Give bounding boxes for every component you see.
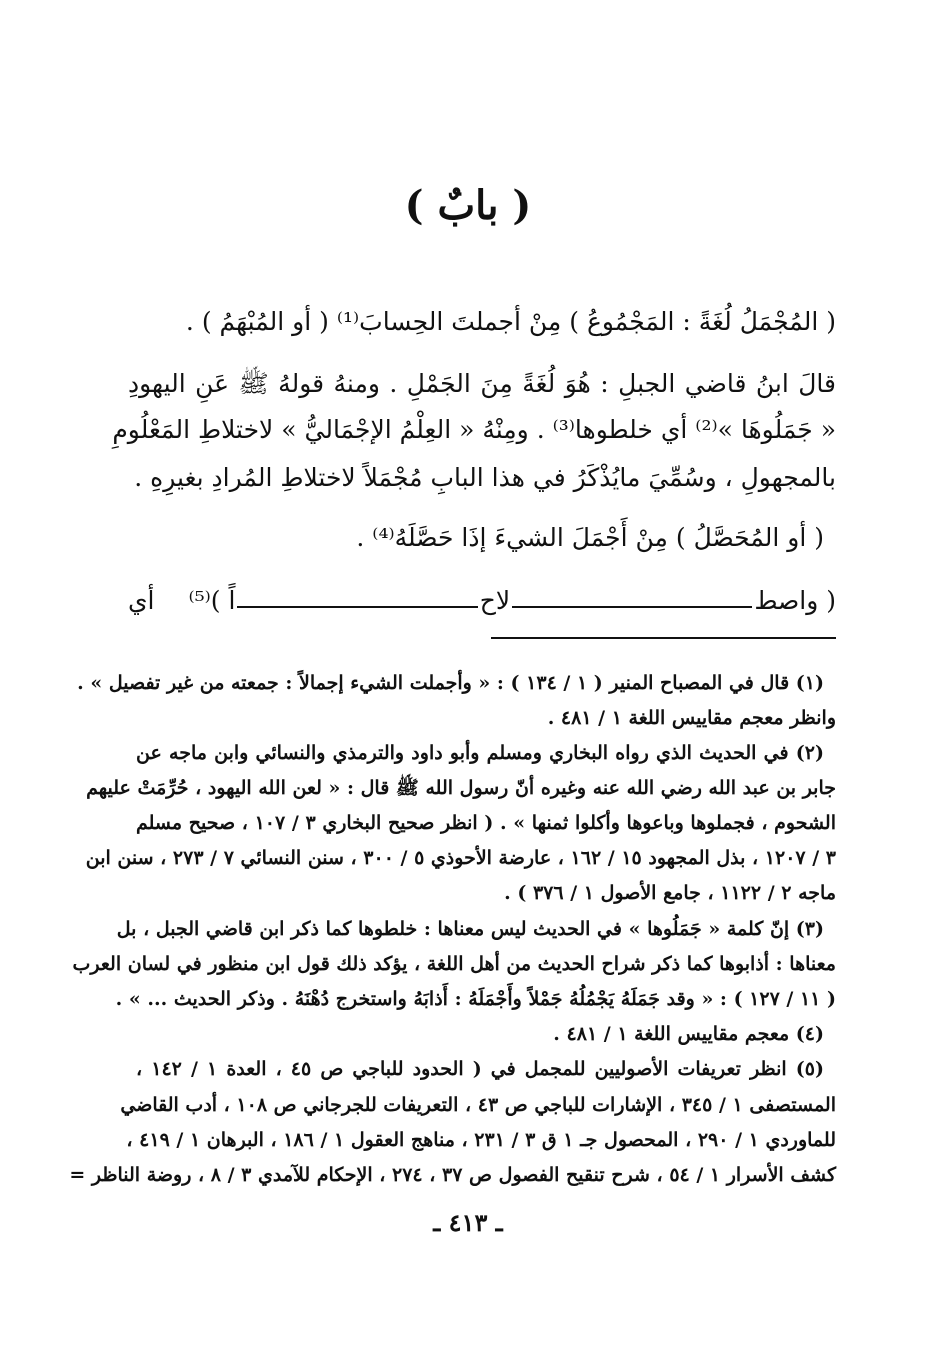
body-line-muhassal: ( أو المُحَصَّلُ ) مِنْ أَجْمَلَ الشيءَ إذَا حَصَّلَهُ⁽⁴⁾ . xyxy=(356,523,824,552)
istilah-start: ( واصط xyxy=(754,585,836,615)
footnote-5-line-4: كشف الأسرار ١ / ٥٤ ، شرح تنقيح الفصول ص ٣٧ ، ٢٧٤ ، الإحكام للآمدي ٣ / ٨ ، روضة الناظر = xyxy=(69,1164,836,1186)
body-line-hadith: « جَمَلُوهَا »⁽²⁾ أي خلطوها⁽³⁾ . ومِنْهُ « العِلْمُ الإجْمَاليُّ » لاختلاطِ المَعْلُومِ xyxy=(112,415,836,444)
istilah-tail: أي xyxy=(127,585,155,615)
body-line-definition: ( المُجْمَلُ لُغَةً : المَجْمُوعُ ) مِنْ أجملتَ الحِسابَ⁽¹⁾ ( أو المُبْهَمُ ) . xyxy=(185,307,836,336)
footnote-3-line-3: ( ١١ / ١٢٧ ) : « وقد جَمَلَهُ يَجْمُلُهُ جَمْلاً وأَجْمَلَهُ : أَذابَهُ واستخرج دُهْنَهُ . وذكر الحديث ... » . xyxy=(115,988,836,1010)
footnote-1-line-2: وانظر معجم مقاييس اللغة ١ / ٤٨١ . xyxy=(547,707,836,729)
footnote-3-line-2: معناها : أذابوها كما ذكر شراح الحديث من أهل اللغة ، يؤكد ذلك قول ابن منظور في لسان العرب xyxy=(72,953,836,975)
footnote-2-line-3: الشحوم ، فجملوها وباعوها وأكلوا ثمنها » . ( انظر صحيح البخاري ٣ / ١٠٧ ، صحيح مسلم xyxy=(136,812,837,834)
footnote-5-line-2: المستصفى ١ / ٣٤٥ ، الإشارات للباجي ص ٤٣ ، التعريفات للجرجاني ص ١٠٨ ، أدب القاضي xyxy=(120,1094,836,1116)
chapter-heading: ( بابٌ ) xyxy=(404,182,532,229)
footnote-2-line-5: ماجه ٢ / ١١٢٢ ، جامع الأصول ١ / ٣٧٦ ) . xyxy=(504,882,836,904)
footnote-2-line-2: جابر بن عبد الله رضي الله عنه وغيره أنّ رسول الله ﷺ قال : « لعن الله اليهود ، حُرِّمَتْ عليهم xyxy=(86,777,836,799)
footnote-4: (٤) معجم مقاييس اللغة ١ / ٤٨١ . xyxy=(553,1023,824,1045)
footnote-5-line-3: للماوردي ١ / ٢٩٠ ، المحصول جـ ١ ق ٣ / ٢٣١ ، مناهج العقول ١ / ١٨٦ ، البرهان ١ / ٤١٩ ، xyxy=(126,1129,836,1151)
footnote-separator xyxy=(491,637,836,639)
footnote-3-line-1: (٣) إنّ كلمة « جَمَلُوها » في الحديث ليس معناها : خلطوها كما ذكر ابن قاضي الجبل ، بل xyxy=(116,918,824,940)
footnote-2-line-4: ٣ / ١٢٠٧ ، بذل المجهود ١٥ / ١٦٢ ، عارضة الأحوذي ٥ / ٣٠٠ ، سنن النسائي ٧ / ٢٧٣ ، سنن ابن xyxy=(85,847,836,869)
footnote-5-line-1: (٥) انظر تعريفات الأصوليين للمجمل في ( الحدود للباجي ص ٤٥ ، العدة ١ / ١٤٢ ، xyxy=(136,1058,825,1080)
page-number: ـ ٤١٣ ـ xyxy=(433,1208,503,1237)
body-line-naming: بالمجهولِ ، وسُمِّيَ مايُذْكَرُ في هذا البابِ مُجْمَلاً لاختلاطِ المُرادِ بغيرِهِ . xyxy=(134,463,836,492)
kashida-rule-right xyxy=(512,606,752,608)
istilah-end: اً )⁽⁵⁾ xyxy=(188,585,236,615)
footnote-1-line-1: (١) قال في المصباح المنير ( ١ / ١٣٤ ) : « وأجملت الشيء إجمالاً : جمعته من غير تفصيل » . xyxy=(77,672,824,694)
istilah-middle: لاح xyxy=(479,585,511,615)
kashida-rule-left xyxy=(237,606,477,608)
body-line-ibn-qadi: قالَ ابنُ قاضي الجبلِ : هُوَ لُغَةً مِنَ الجَمْلِ . ومنهُ قولهُ ﷺ عَنِ اليهودِ xyxy=(128,369,836,398)
footnote-2-line-1: (٢) في الحديث الذي رواه البخاري ومسلم وأبو داود والترمذي والنسائي وابن ماجه عن xyxy=(136,742,824,764)
body-line-istilahan xyxy=(128,580,836,620)
